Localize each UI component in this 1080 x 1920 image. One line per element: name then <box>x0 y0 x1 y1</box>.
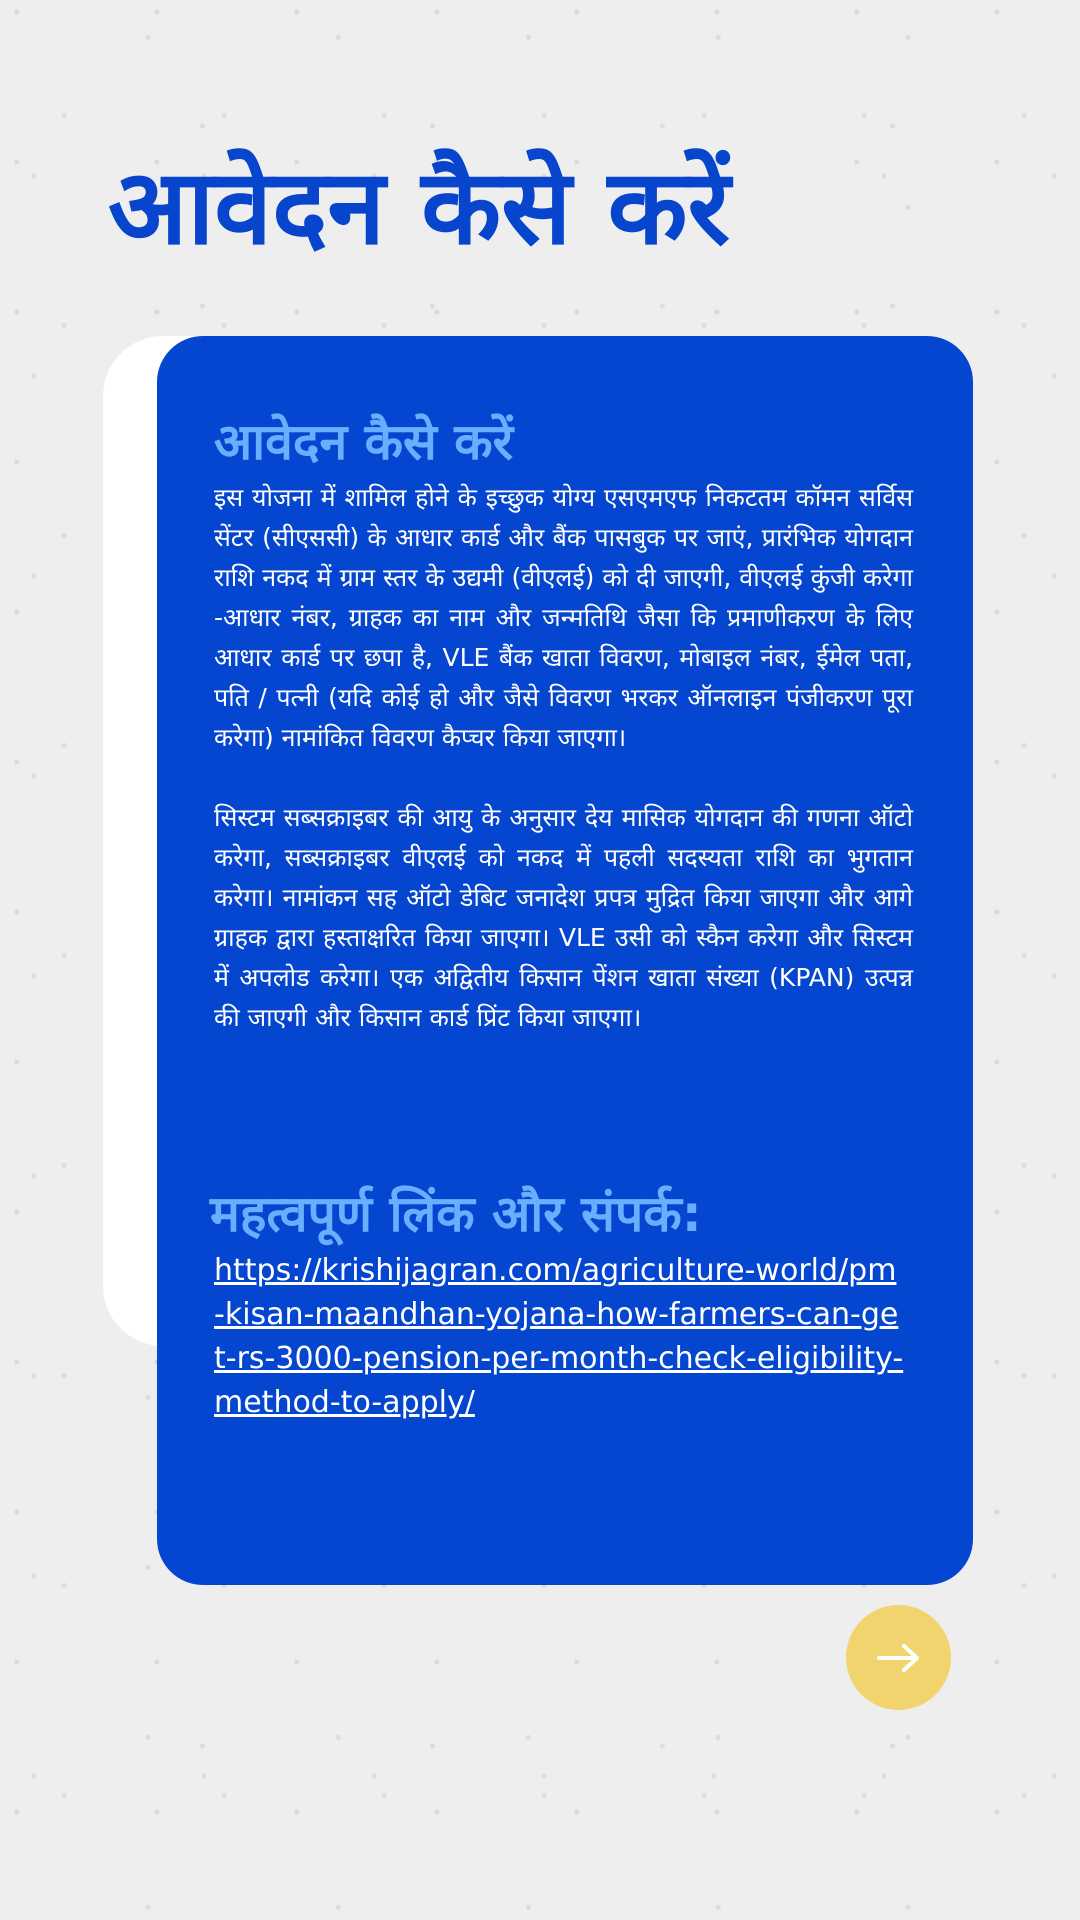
links-heading: महत्वपूर्ण लिंक और संपर्क: <box>210 1184 702 1243</box>
next-button[interactable] <box>846 1605 951 1710</box>
paragraph-contribution: सिस्टम सब्सक्राइबर की आयु के अनुसार देय मासिक योगदान की गणना ऑटो करेगा, सब्सक्राइबर वीएलई को नकद में पहली सदस्यता राशि का भुगतान करेगा। नामांकन सह ऑटो डेबिट जनादेश प्रपत्र मुद्रित किया जाएगा और आगे ग्राहक द्वारा हस्ताक्षरित किया जाएगा। VLE उसी को स्कैन करेगा और सिस्टम में अपलोड करेगा। एक अद्वितीय किसान पेंशन खाता संख्या (KPAN) उत्पन्न की जाएगी और किसान कार्ड प्रिंट किया जाएगा। <box>214 802 913 1032</box>
content-card <box>157 336 973 1585</box>
arrow-right-icon <box>877 1643 921 1673</box>
page-title: आवेदन कैसे करें <box>108 146 731 268</box>
paragraph-registration: इस योजना में शामिल होने के इच्छुक योग्य एसएमएफ निकटतम कॉमन सर्विस सेंटर (सीएससी) के आधार कार्ड और बैंक पासबुक पर जाएं, प्रारंभिक योगदान राशि नकद में ग्राम स्तर के उद्यमी (वीएलई) को दी जाएगी, वीएलई कुंजी करेगा -आधार नंबर, ग्राहक का नाम और जन्मतिथि जैसा कि प्रमाणीकरण के लिए आधार कार्ड पर छपा है, VLE बैंक खाता विवरण, मोबाइल नंबर, ईमेल पता, पति / पत्नी (यदि कोई हो और जैसे विवरण भरकर ऑनलाइन पंजीकरण पूरा करेगा) नामांकित विवरण कैप्चर किया जाएगा। <box>214 482 913 752</box>
card-heading: आवेदन कैसे करें <box>214 413 514 471</box>
source-link[interactable]: https://krishijagran.com/agriculture-world/pm-kisan-maandhan-yojana-how-farmers-can-get-rs-3000-pension-per-month-check-eligibility-method-to-apply/ <box>214 1253 904 1420</box>
